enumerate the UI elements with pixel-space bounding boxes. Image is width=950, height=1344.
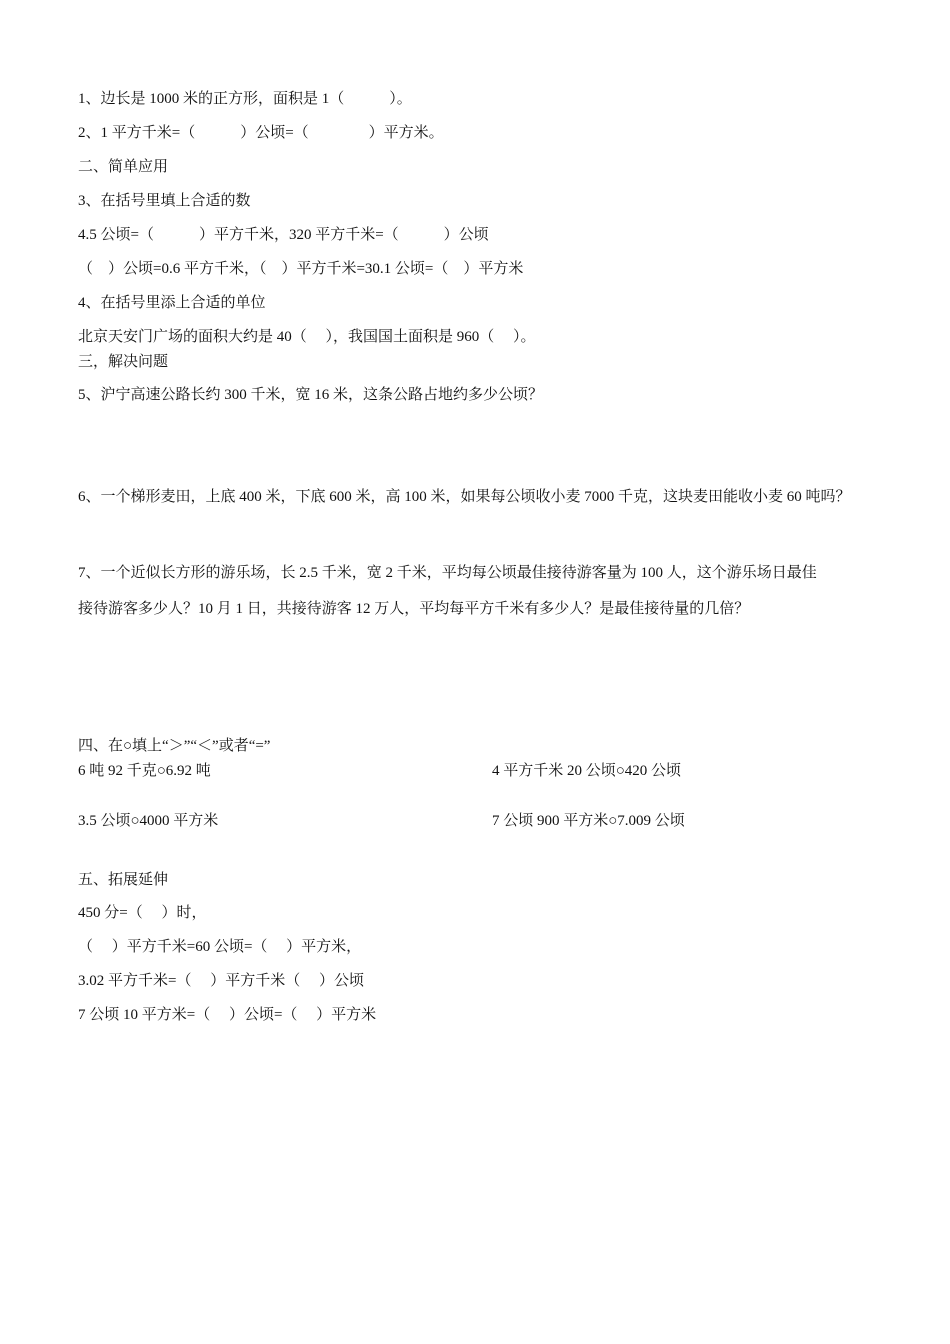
question-1: 1、边长是 1000 米的正方形，面积是 1（ ）。 <box>78 91 412 107</box>
section-3-heading: 三，解决问题 <box>78 354 169 370</box>
extension-line-1: 450 分=（ ）时， <box>78 905 207 921</box>
extension-line-2: （ ）平方千米=60 公顷=（ ）平方米， <box>78 939 362 955</box>
question-4: 4、在括号里添上合适的单位 <box>78 295 266 311</box>
section-4-heading: 四、在○填上“＞”“＜”或者“=” <box>78 738 271 754</box>
compare-item-1: 6 吨 92 千克○6.92 吨 <box>78 763 211 779</box>
question-4-line-1: 北京天安门广场的面积大约是 40（ ），我国国土面积是 960（ ）。 <box>78 329 536 345</box>
section-5-heading: 五、拓展延伸 <box>78 872 169 888</box>
extension-line-3: 3.02 平方千米=（ ）平方千米（ ）公顷 <box>78 973 364 989</box>
question-7-line-2: 接待游客多少人？10 月 1 日，共接待游客 12 万人，平均每平方千米有多少人？是最佳接待量的几倍？ <box>78 601 750 617</box>
question-3: 3、在括号里填上合适的数 <box>78 193 251 209</box>
question-5: 5、沪宁高速公路长约 300 千米，宽 16 米，这条公路占地约多少公顷？ <box>78 387 544 403</box>
question-7-line-1: 7、一个近似长方形的游乐场，长 2.5 千米，宽 2 千米，平均每公顷最佳接待游客量为 100 人，这个游乐场日最佳 <box>78 565 817 581</box>
compare-item-2: 4 平方千米 20 公顷○420 公顷 <box>492 763 682 779</box>
compare-item-4: 7 公顷 900 平方米○7.009 公顷 <box>492 813 685 829</box>
question-3-line-2: （ ）公顷=0.6 平方千米，（ ）平方千米=30.1 公顷=（ ）平方米 <box>78 261 524 277</box>
question-6: 6、一个梯形麦田，上底 400 米，下底 600 米，高 100 米，如果每公顷收小麦 7000 千克，这块麦田能收小麦 60 吨吗？ <box>78 489 851 505</box>
section-2-heading: 二、简单应用 <box>78 159 169 175</box>
question-2: 2、1 平方千米=（ ）公顷=（ ）平方米。 <box>78 125 444 141</box>
compare-item-3: 3.5 公顷○4000 平方米 <box>78 813 219 829</box>
question-3-line-1: 4.5 公顷=（ ）平方千米，320 平方千米=（ ）公顷 <box>78 227 489 243</box>
extension-line-4: 7 公顷 10 平方米=（ ）公顷=（ ）平方米 <box>78 1007 377 1023</box>
